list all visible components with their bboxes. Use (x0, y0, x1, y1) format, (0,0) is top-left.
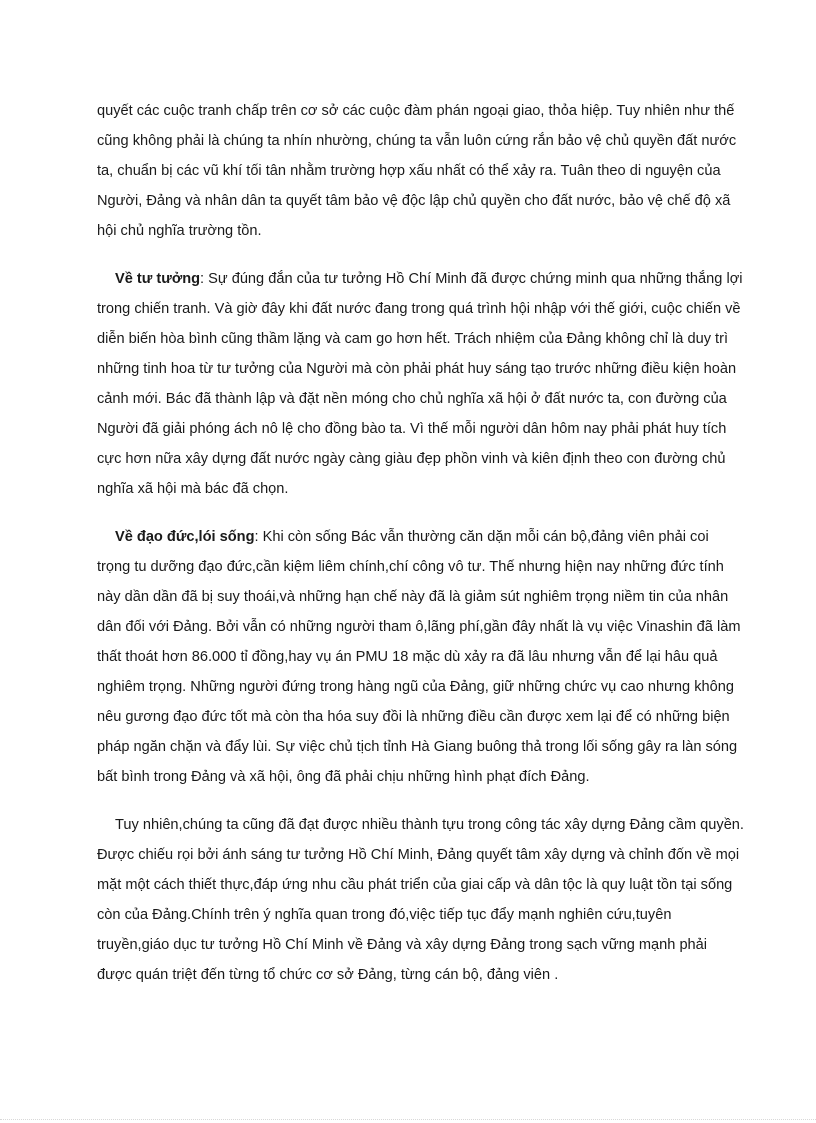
paragraph-ideology-body: : Sự đúng đắn của tư tưởng Hồ Chí Minh đã được chứng minh qua những thắng lợi trong chiến tranh. Và giờ đây khi đất nước đang trong quá trình hội nhập với thế giới, cuộc chiến về diễn biến hòa bình cũng thầm lặng và cam go hơn hết. Trách nhiệm của Đảng không chỉ là duy trì những tinh hoa từ tư tưởng của Người mà còn phải phát huy sáng tạo trước những điều kiện hoàn cảnh mới. Bác đã thành lập và đặt nền móng cho chủ nghĩa xã hội ở đất nước ta, con đường của Người đã giải phóng ách nô lệ cho đồng bào ta. Vì thế mỗi người dân hôm nay phải phát huy tích cực hơn nữa xây dựng đất nước ngày càng giàu đẹp phồn vinh và kiên định theo con đường chủ nghĩa xã hội mà bác đã chọn. (97, 271, 743, 497)
paragraph-sovereignty: quyết các cuộc tranh chấp trên cơ sở các cuộc đàm phán ngoại giao, thỏa hiệp. Tuy nhiên như thế cũng không phải là chúng ta nhín nhường, chúng ta vẫn luôn cứng rắn bảo vệ chủ quyền đất nước ta, chuẩn bị các vũ khí tối tân nhằm trường hợp xấu nhất có thể xảy ra. Tuân theo di nguyện của Người, Đảng và nhân dân ta quyết tâm bảo vệ độc lập chủ quyền cho đất nước, bảo vệ chế độ xã hội chủ nghĩa trường tồn. (97, 103, 737, 239)
paragraph-ethics-body: : Khi còn sống Bác vẫn thường căn dặn mỗi cán bộ,đảng viên phải coi trọng tu dưỡng đạo đức,cần kiệm liêm chính,chí công vô tư. Thế nhưng hiện nay những đức tính này dần dần đã bị suy thoái,và những hạn chế này đã là giảm sút nghiêm trọng niềm tin của nhân dân đối với Đảng. Bởi vẫn có những người tham ô,lãng phí,gần đây nhất là vụ việc Vinashin đã làm thất thoát hơn 86.000 tỉ đồng,hay vụ án PMU 18 mặc dù xảy ra đã lâu nhưng vẫn để lại hâu quả nghiêm trọng. Những người đứng trong hàng ngũ của Đảng, giữ những chức vụ cao nhưng không nêu gương đạo đức tốt mà còn tha hóa suy đồi là những điều cần được xem lại để có những biện pháp ngăn chặn và đẩy lùi. Sự việc chủ tịch tỉnh Hà Giang buông thả trong lối sống gây ra làn sóng bất bình trong Đảng và xã hội, ông đã phải chịu những hình phạt đích Đảng. (97, 529, 741, 785)
paragraph-achievements: Tuy nhiên,chúng ta cũng đã đạt được nhiều thành tựu trong công tác xây dựng Đảng cầm quyền. Được chiếu rọi bởi ánh sáng tư tưởng Hồ Chí Minh, Đảng quyết tâm xây dựng và chỉnh đốn về mọi mặt một cách thiết thực,đáp ứng nhu cầu phát triển của giai cấp và dân tộc là quy luật tồn tại sống còn của Đảng.Chính trên ý nghĩa quan trong đó,việc tiếp tục đẩy mạnh nghiên cứu,tuyên truyền,giáo dục tư tưởng Hồ Chí Minh về Đảng và xây dựng Đảng trong sạch vững mạnh phải được quán triệt đến từng tổ chức cơ sở Đảng, từng cán bộ, đảng viên . (97, 817, 744, 983)
heading-ideology: Về tư tưởng (115, 271, 201, 287)
heading-ethics: Về đạo đức,lói sống (115, 529, 255, 545)
page-bottom-divider (0, 1119, 816, 1120)
document-page (97, 96, 745, 1008)
paragraph-ethics (97, 522, 745, 792)
paragraph-ideology (97, 264, 745, 504)
